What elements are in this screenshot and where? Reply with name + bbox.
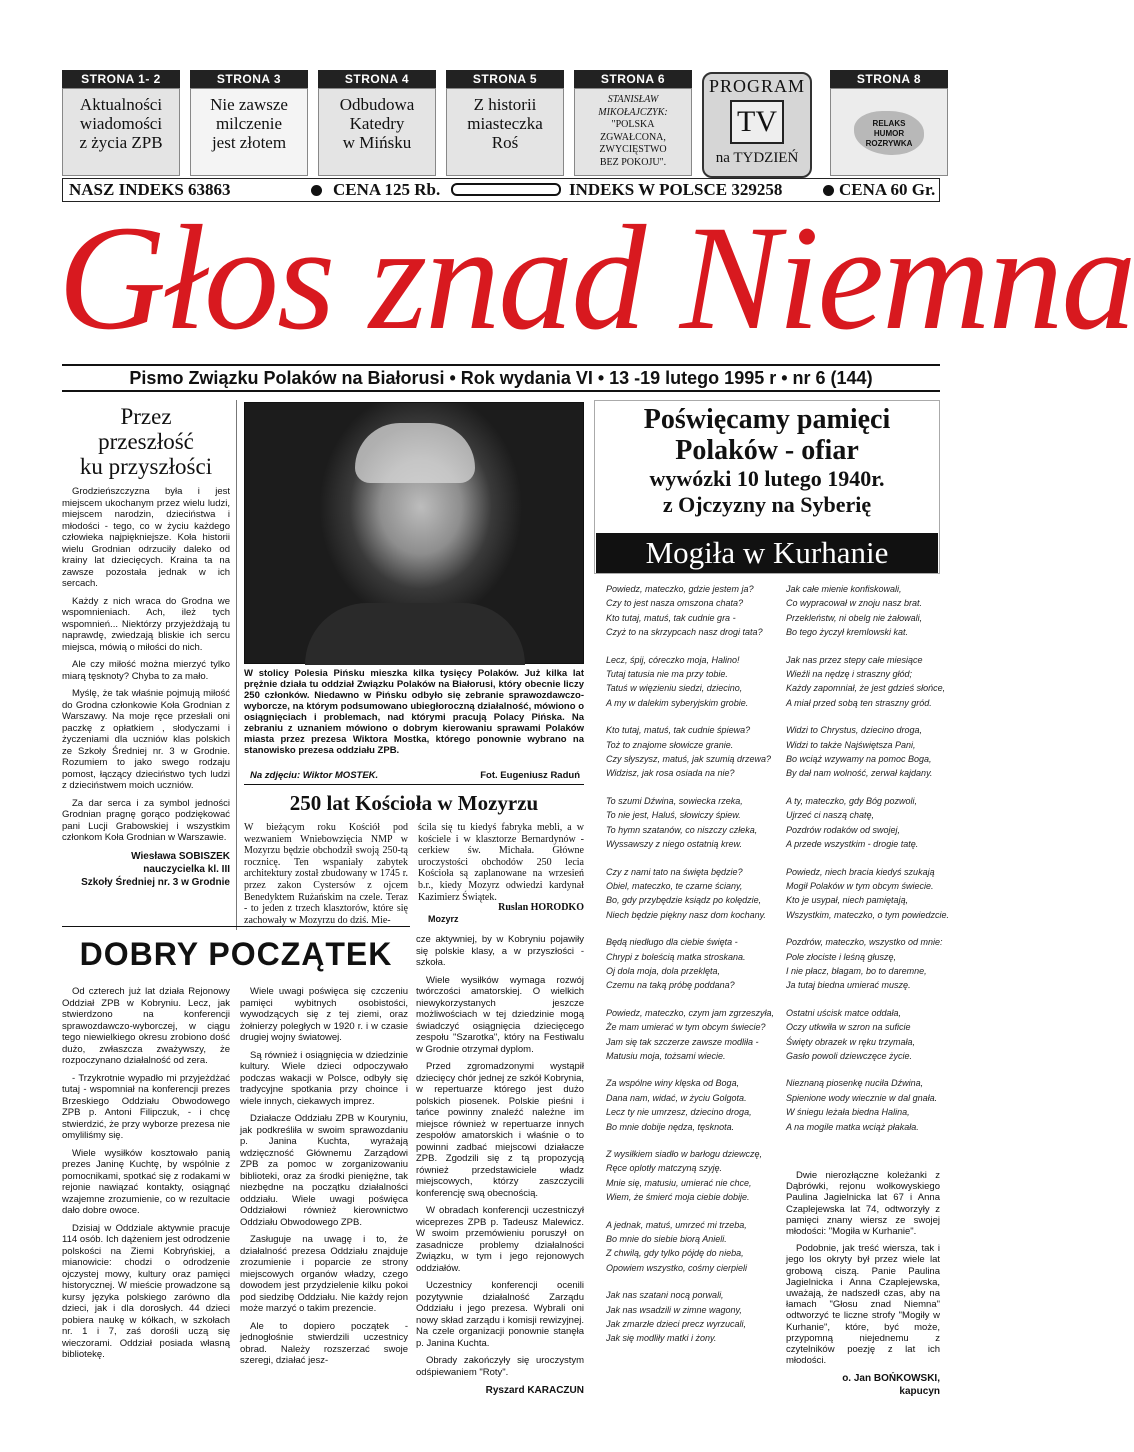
poem-line: Bo mnie dobije nędza, tęsknota. (606, 1121, 735, 1132)
teaser-line: ZGWAŁCONA, (600, 131, 666, 143)
teaser-tab: STRONA 5 (446, 70, 564, 88)
poem-line: A ty, mateczko, gdy Bóg pozwoli, (786, 795, 918, 806)
memorial-title-line: Poświęcamy pamięci (643, 404, 891, 435)
poem-line: To szumi Dźwina, sowiecka rzeka, (606, 795, 743, 806)
poem-line: Jak nas przez stepy całe miesiące (786, 654, 923, 665)
poem-line: Jak zmarzłe dzieci precz wyrzucali, (606, 1319, 747, 1330)
subtitle-bar: Pismo Związku Polaków na Białorusi • Rok wydania VI • 13 -19 lutego 1995 r • nr 6 (144) (62, 364, 940, 392)
poem-line: Wyssawszy z niego ostatnią krew. (606, 839, 743, 850)
teaser-page-6[interactable] (574, 70, 692, 178)
place-mozyrz: Mozyrz (428, 914, 459, 924)
poem-line: Przekleństw, ni obelg nie żałowali, (786, 612, 923, 623)
poem-line: Będą niedługo dla ciebie święta - (606, 937, 738, 948)
poem-line: Mnie się, matusiu, umierać nie chce, (606, 1177, 752, 1188)
paragraph: cze aktywniej, by w Kobryniu pojawiły się polskie klasy, a w przyszłości - szkoła. (416, 934, 584, 968)
index-poland: INDEKS W POLSCE 329258 (569, 180, 783, 199)
teaser-page-5[interactable] (446, 70, 564, 178)
poem-line: Ostatni uścisk matce oddała, (786, 1007, 902, 1018)
poem-line: Tatuś w więzieniu siedzi, dziecino, (606, 683, 743, 694)
memorial-title-line: Polaków - ofiar (675, 435, 859, 466)
poem-line: Widzisz, jak rosa osiada na nie? (606, 768, 735, 779)
teaser-line: MIKOŁAJCZYK: (598, 106, 668, 118)
poem-line: Z chwilą, gdy tylko pójdę do nieba, (606, 1248, 744, 1259)
poem-line: Toż to znajome słowicze granie. (606, 739, 734, 750)
poem-line: By dał nam wolność, zerwał kajdany. (786, 768, 933, 779)
photo-credit (250, 770, 580, 781)
poem-stanza (606, 865, 780, 923)
photo-suit (305, 603, 525, 665)
paragraph: Przed zgromadzonymi wystąpił dziecięcy chór jednej ze szkół Kobrynia, w repertuarze którego jest dużo polskich piosenek. Polskie pieśni i tańce powinny znaleźć należne im miejsce również w repertuarze innych zespołów amatorskich i właśnie o to powinni zadbać miejscowi działacze ZPB. Zgodzili się z tą propozycją również przedstawiciele władz miejscowych, którzy zaszczycili konferencję swą obecnością. (416, 1061, 584, 1199)
poem-line: Obiel, mateczko, te czarne ściany, (606, 880, 743, 891)
poem-line: Wieźli na nędzę i straszny głód; (786, 669, 912, 680)
poem-line: To nie jest, Haluś, słowiczy śpiew. (606, 810, 741, 821)
poem-line: Bo, gdy przybędzie ksiądz po kolędzie, (606, 895, 762, 906)
tv-label: TV (730, 100, 784, 144)
poem-line: Powiedz, mateczko, czym jam zgrzeszyła, (606, 1007, 775, 1018)
poem-line: Lecz ty nie umrzesz, dziecino droga, (606, 1107, 752, 1118)
price-rb: CENA 125 Rb. (333, 180, 441, 199)
poem-line: To hymn szatanów, co niszczy człeka, (606, 824, 758, 835)
paragraph: - Trzykrotnie wypadło mi przyjeżdżać tutaj - wspomniał na konferencji prezes Brzeskiego Oddziału Obwodowego ZPB p. Antoni Filipczuk, - i chcę stwierdzić, że przy wyborze prezesa nie omyliliśmy się. (62, 1072, 230, 1141)
poem-line: Jak nas wsadzili w zimne wagony, (606, 1304, 742, 1315)
article-body-mozyrz-a: W bieżącym roku Kościół pod wezwaniem Wniebowzięcia NMP w Mozyrzu będzie obchodził swoją 250-tą rocznicę. Ten wspaniały zabytek architektury został zbudowany w 1745 r. przez zakon Cystersów z ojcem Benedyktem Rużańskim na czele. Teraz - to jeden z trzech klasztorów, które się zachowały w Mozyrzu do dziś. Mie- (244, 822, 408, 926)
poem-line: Widzi to Chrystus, dziecino droga, (786, 725, 922, 736)
poem-line: Niech będzie piękny nasz dom kochany. (606, 909, 766, 920)
teaser-tab: STRONA 6 (574, 70, 692, 88)
paragraph: Ale czy miłość można mierzyć tylko miarą tęsknoty? Chyba to za mało. (62, 659, 230, 682)
article-body-dobry-1 (62, 986, 230, 1367)
teaser-body (446, 88, 564, 176)
poem-line: Czemu na taką próbę poddana? (606, 980, 735, 991)
poem-line: Ręce oplotły matczyną szyję. (606, 1163, 723, 1174)
paragraph: W obradach konferencji uczestniczył wiceprezes ZPB p. Tadeusz Malewicz. W swoim przemówieniu poruszył on zasadnicze problemy działalności Związku, w tym i jego rejonowych oddziałów. (416, 1205, 584, 1274)
poem-line: A na mogile matka wciąż płakała. (786, 1121, 919, 1132)
poem-line: Za wspólne winy klęska od Boga, (606, 1078, 740, 1089)
poem-line: Że mam umierać w tym obcym świecie? (606, 1022, 766, 1033)
poem-line: Kto tutaj, matuś, tak cudnie śpiewa? (606, 725, 751, 736)
teaser-page-3[interactable] (190, 70, 308, 178)
poem-line: Czy to jest nasza omszona chata? (606, 598, 744, 609)
poem-line: I nie płacz, błagam, bo to daremne, (786, 965, 927, 976)
paragraph: Uczestnicy konferencji ocenili pozytywnie działalność Zarządu Oddziału i jego prezesa. Wybrali oni nowy skład zarządu i komisji rewizyjnej. Na czele organizacji ponownie stanęła p. Janina Kuchta. (416, 1280, 584, 1349)
poem-stanza (786, 794, 942, 852)
signature: Wiesława SOBISZEK (131, 850, 230, 862)
poem-line: W śniegu leżała biedna Halina, (786, 1107, 910, 1118)
photo-author: Fot. Eugeniusz Raduń (480, 770, 580, 781)
tv-program-label: PROGRAM (708, 76, 806, 96)
poem-stanza (606, 1288, 780, 1346)
memorial-title-line: z Ojczyzny na Syberię (662, 492, 872, 517)
teaser-page-4[interactable] (318, 70, 436, 178)
poem-line: Ja tutaj biedna umierać muszę. (786, 980, 911, 991)
teaser-body (830, 88, 948, 176)
poem-line: Powiedz, mateczko, gdzie jestem ja? (606, 584, 754, 594)
poem-line: Ujrzeć ci naszą chatę, (786, 810, 875, 821)
teaser-line: ROZRYWKA (865, 139, 913, 148)
article-body-przeszlosc (62, 486, 230, 889)
teaser-line: milczenie (215, 114, 283, 133)
poem-stanza (606, 653, 780, 711)
poem-line: Powiedz, niech bracia kiedyś szukają (786, 866, 935, 877)
article-body-mozyrz-b: ścila się tu kiedyś fabryka mebli, a w kościele i w klasztorze Bernardynów - cerkiew św. Michała. Główne uroczystości obchodów 250 lecia Kościoła są zaplanowane na wrzesień b.r., kiedy Mozyrz odwiedzi kardynał Kazimierz Świątek. (418, 822, 584, 903)
poem-line: A miał przed sobą ten straszny gród. (786, 697, 932, 708)
divider (62, 926, 410, 927)
teaser-body (574, 88, 692, 176)
teaser-body (62, 88, 180, 176)
paragraph: Działacze Oddziału ZPB w Kouryniu, jak podkreśliła w swoim sprawozdaniu p. Janina Kuchta, wyrażają wdzięczność Głównemu Zarządowi ZPB za pomoc w zorganizowaniu biblioteki, oraz za środki pieniężne, tak niezbędne na początku działalności oddziału. Wiele uwagi poświęca Oddziałowi również kierownictwo Oddziału Obwodowego ZPB. (240, 1113, 408, 1228)
poem-line: Święty obrazek w ręku trzymała, (786, 1036, 916, 1047)
poem-line: Chrypi z boleścią matka stroskana. (606, 951, 746, 962)
poem-line: Pozdrów rodaków od swojej, (786, 824, 901, 835)
poem-line: A my w dalekim syberyjskim grobie. (606, 697, 749, 708)
poem-line: Jam się tak szczerze zawsze modliła - (606, 1036, 759, 1047)
masthead-title: Głos znad Niemna (58, 195, 1134, 361)
poem-line: Matusiu moja, tożsami wiecie. (606, 1050, 726, 1061)
poem-stanza (786, 653, 946, 711)
poem-line: Gasło powoli dziewczęce życie. (786, 1050, 913, 1061)
poem-line: Tutaj tatusia nie ma przy tobie. (606, 669, 728, 680)
poem-stanza (606, 1147, 780, 1205)
teaser-body (190, 88, 308, 176)
teaser-line: HUMOR (873, 129, 905, 138)
paragraph: Za dar serca i za symbol jedności Grodnian pragnę gorąco podziękować pani Lucji Grabowskiej i wszystkim członkom Koła Grodnian w Warszawie. (62, 797, 230, 843)
poem-stanza (606, 794, 780, 852)
teaser-line: miasteczka (467, 114, 543, 133)
paragraph: Dzisiaj w Oddziale aktywnie pracuje 114 osób. Ich dążeniem jest odrodzenie polskości na Ziemi Kobryńskiej, a mianowicie: chodzi o odrodzenie ojczystej mowy, kultury oraz pamięci historycznej. W mieście prowadzone są kursy języka polskiego zarówno dla dzieci, jak i dla dorosłych. 44 dzieci pobiera naukę w kółkach, w szkołach nr. 1 i 7, zaś dorośli uczą się wieczorami. Oddział posiada własną bibliotekę. (62, 1222, 230, 1360)
poem-line: Bo wciąż wzywamy na pomoc Boga, (786, 754, 932, 765)
poem-stanza (786, 582, 942, 640)
poem-line: Spienione wody wiecznie w dal gnała. (786, 1092, 938, 1103)
poem-stanza (786, 935, 942, 993)
poem-line: Dana nam, widać, w życiu Golgota. (606, 1092, 747, 1103)
article-title-przeszlosc (62, 404, 230, 479)
signature-school: Szkoły Średniej nr. 3 w Grodnie (81, 876, 230, 888)
teaser-line: z życia ZPB (79, 133, 163, 152)
paragraph: Od czterech już lat działa Rejonowy Oddział ZPB w Kobryniu. Lecz, jak stwierdzono na konferencji sprawozdawczo-wyborczej, w ciągu tego niewielkiego okresu zrobiono dość dużo, zwłaszcza zważywszy, że rozpoczynano działalność od zera. (62, 986, 230, 1066)
poem-stanza (606, 582, 780, 640)
teaser-line: RELAKS (872, 119, 906, 128)
poem-line: A jednak, matuś, umrzeć mi trzeba, (606, 1219, 747, 1230)
poem-line: Co wypracował w znoju nasz brat. (786, 598, 923, 609)
teaser-line: wiadomości (79, 114, 163, 133)
title-line: ku przyszłości (79, 454, 213, 479)
poem-line: Pole złociste i leśną głuszę, (786, 951, 897, 962)
paragraph: Wiele uwagi poświęca się czczeniu pamięci wybitnych osobistości, wywodzących się z tej ziemi, oraz żołnierzy poległych w 1920 r. i w czasie drugiej wojny światowej. (240, 986, 408, 1043)
tv-week-label: na TYDZIEŃ (715, 150, 799, 166)
title-line: przeszłość (98, 429, 194, 454)
poem-stanza (786, 1076, 942, 1134)
teaser-page-8[interactable] (830, 70, 948, 178)
teaser-line: w Mińsku (342, 133, 412, 152)
poem-stanza (786, 1006, 942, 1064)
paragraph: Podobnie, jak treść wiersza, tak i jego los okryty był przez wiele lat grobową ciszą. Panie Paulina Jagielnicka i Anna Czaplejewska, uważają, że nadszedł czas, aby na łamach "Głosu znad Niemna" odtworzyć te liczne strofy "Mogiły w Kurhanie", które, być może, przypomną niejednemu z czytelników poezję z lat ich młodości. (786, 1243, 940, 1367)
poem-line: Kto tutaj, matuś, tak cudnie gra - (606, 612, 736, 623)
paragraph: Dwie nierozłączne koleżanki z Dąbrówki, rejonu wołkowyskiego Paulina Jagielnicka lat 67 i Anna Czaplejewska lat 74, odtworzyły z pamięci znany wiersz ze swojej młodości: "Mogiła w Kurhanie". (786, 1170, 940, 1238)
column-divider (236, 400, 237, 930)
poem-line: Czyż to na skrzypcach nasz drogi tata? (606, 627, 763, 638)
poem-line: Lecz, śpij, córeczko moja, Halino! (606, 654, 740, 665)
poem-line: Kto je usypał, niech pamiętają, (786, 895, 909, 906)
signature-mozyrz: Ruslan HORODKO (498, 902, 584, 913)
poem-line: Oj dola moja, dola przeklęta, (606, 965, 721, 976)
paragraph: Wiele wysiłków wymaga rozwój twórczości amatorskiej. O wielkich niewykorzystanych jeszcze możliwościach w tej dziedzinie mogą świadczyć osiągnięcia dziecięcego zespołu "Szarotka", który na Festiwalu w Grodnie otrzymał dyplom. (416, 974, 584, 1055)
poem-line: Czy z nami tato na święta będzie? (606, 866, 743, 877)
poem-line: Każdy zapomniał, że jest gdzieś słońce, (786, 683, 946, 694)
article-body-dobry-2 (240, 986, 408, 1373)
poem-line: Wszystkim, mateczko, o tym powiedzcie. (786, 909, 950, 920)
poem-stanza (606, 723, 780, 781)
poem-stanza (786, 865, 950, 923)
memorial-title (594, 404, 940, 518)
poem-line: A przede wszystkim - drogie tatę. (786, 839, 919, 850)
poem-line: Jak się modliły matki i żony. (606, 1333, 717, 1344)
poem-line: Jak całe mienie konfiskowali, (786, 584, 902, 594)
teaser-line: "POLSKA (611, 119, 655, 130)
article-title-mozyrz: 250 lat Kościoła w Mozyrzu (289, 791, 539, 815)
poem-line: Z wysiłkiem siadło w barłogu dziewczę, (606, 1149, 763, 1159)
poem-column-left (606, 582, 780, 1359)
poem-note (786, 1170, 940, 1398)
signature-role: kapucyn (899, 1386, 940, 1398)
paragraph: Każdy z nich wraca do Grodna we wspomnieniach. Ach, ileż tych wspomnień... Niektórzy przyjeżdżają tu naprawdę, zwiedzają bliskie ich sercu miejsca, mówią o miłości do nich. (62, 595, 230, 653)
poem-line: Bo mnie do siebie biorą Anieli. (606, 1234, 727, 1245)
paragraph: Ale to dopiero początek - jednogłośnie stwierdzili uczestnicy obrad. Należy rozszerzać swoje szeregi, działać jesz- (240, 1320, 408, 1366)
title-line: Przez (120, 404, 172, 429)
poem-line: Czy słyszysz, matuś, jak szumią drzewa? (606, 754, 772, 765)
paragraph: Wiele wysiłków kosztowało panią prezes Janinę Kuchtę, by wspólnie z pomocnikami, spotkać się z rodakami w rejonie nawiązać kontakty, osiągnąć wzajemne zrozumienie, co w rezultacie dało dobre owoce. (62, 1147, 230, 1216)
teaser-line: Aktualności (79, 95, 163, 114)
signature-bonkowski: o. Jan BOŃKOWSKI, (842, 1373, 940, 1385)
memorial-title-line: wywózki 10 lutego 1940r. (649, 466, 885, 491)
poem-line: Oczy utkwiła w szron na suficie (786, 1022, 911, 1033)
poem-line: Widzi to także Najświętsza Pani, (786, 739, 916, 750)
relax-map-icon (854, 111, 924, 155)
teaser-line: Z historii (473, 95, 537, 114)
photo-hair (355, 423, 475, 483)
poem-stanza (606, 1218, 780, 1276)
teaser-line: jest złotem (211, 133, 287, 152)
teaser-tab: STRONA 8 (830, 70, 948, 88)
price-gr: CENA 60 Gr. (839, 180, 936, 199)
poem-line: Nieznaną piosenkę nuciła Dźwina, (786, 1078, 924, 1089)
poem-column-right (786, 582, 950, 1147)
teaser-tab: STRONA 4 (318, 70, 436, 88)
teaser-line: Nie zawsze (210, 95, 288, 114)
teaser-line: Roś (491, 133, 519, 152)
poem-stanza (606, 935, 780, 993)
poem-stanza (606, 1076, 780, 1134)
teaser-tab: STRONA 3 (190, 70, 308, 88)
teaser-line: BEZ POKOJU". (599, 156, 667, 168)
poem-stanza (606, 1006, 780, 1064)
paragraph: Obrady zakończyły się uroczystym odśpiewaniem "Roty". (416, 1355, 584, 1378)
teaser-body (318, 88, 436, 176)
index-number: NASZ INDEKS 63863 (69, 180, 231, 199)
signature-role: nauczycielka kl. III (143, 863, 230, 875)
photo-caption: W stolicy Polesia Pińsku mieszka kilka tysięcy Polaków. Już kilka lat prężnie działa tu oddział Związku Polaków na Białorusi, który obecnie liczy 250 członków. Niedawno w Pińsku odbyło się zebranie sprawozdawczo-wyborcze, na którym podsumowano ubiegłoroczną działalność, mówiono o osiągnięciach i problemach, nad którymi pracują Polacy Pińska. Na zebraniu z uznaniem mówiono o dobrym kierowaniu sprawami Polaków miasta przez prezesa Wiktora Mostka, którego ponownie wybrano na stanowisko prezesa oddziału ZPB. (244, 668, 584, 756)
teaser-tv-program[interactable] (702, 72, 812, 178)
teaser-line: Katedry (349, 114, 405, 133)
article-title-dobry: DOBRY POCZĄTEK (79, 936, 393, 972)
teaser-line: STANISŁAW (607, 94, 659, 105)
article-body-dobry-3 (416, 934, 584, 1397)
poem-line: Jak nas szatani nocą porwali, (606, 1290, 724, 1301)
poem-stanza (786, 723, 942, 781)
paragraph: Zasługuje na uwagę i to, że działalność prezesa Oddziału znajduje zrozumienie i poparcie ze strony miejscowych organów władzy, czego dowodem jest przydzielenie kilku pokoi pod siedzibę Oddziału. Nie każdy rejon może marzyć o takim prezencie. (240, 1234, 408, 1314)
poem-line: Mogił Polaków w tym obcym świecie. (786, 880, 934, 891)
memorial-banner: Mogiła w Kurhanie (596, 533, 938, 573)
poem-line: Bo tego życzył kremlowski kat. (786, 627, 909, 638)
photo-wiktor-mostek (244, 402, 584, 664)
divider (244, 784, 584, 785)
paragraph: Grodzieńszczyzna była i jest miejscem ukochanym przez wielu ludzi, miejscem narodzin, dzieciństwa i młodości - tego, co w życiu każdego człowieka najpiękniejsze. Koła historii wielu Grodnian odrzuciły daleko od krainy lat dziecięcych. Kraina ta na zawsze pozostała jednak w ich sercach. (62, 486, 230, 589)
poem-line: Wiem, że śmierć moja ciebie dobije. (606, 1192, 750, 1203)
poem-line: Opowiem wszystko, cośmy cierpieli (606, 1262, 748, 1273)
poem-line: Pozdrów, mateczko, wszystko od mnie: (786, 937, 943, 948)
teaser-page-1-2[interactable] (62, 70, 180, 178)
paragraph: Myślę, że tak właśnie pojmują miłość do Grodna członkowie Koła Grodnian z Warszawy. Na moje ręce przesłali oni paczkę z opłatkiem , słodyczami i życzeniami dla uczniów klas polskich ze Szkoły Średniej nr. 3 w Grodnie. Rozumiem to jako swego rodzaju pomost, łączący dzieciństwo tych ludzi z dzieciństwem moich uczniów. (62, 688, 230, 791)
teaser-line: Odbudowa (339, 95, 415, 114)
teaser-line: ZWYCIĘSTWO (599, 144, 667, 155)
paragraph: Są również i osiągnięcia w dziedzinie kultury. Wiele dzieci odpoczywało podczas wakacji w Polsce, odbyły się tradycyjne spotkania przy choince i wiele innych, ciekawych imprez. (240, 1049, 408, 1107)
teaser-tab: STRONA 1- 2 (62, 70, 180, 88)
signature-dobry: Ryszard KARACZUN (485, 1385, 584, 1396)
photo-subject: Na zdjęciu: Wiktor MOSTEK. (250, 770, 379, 781)
